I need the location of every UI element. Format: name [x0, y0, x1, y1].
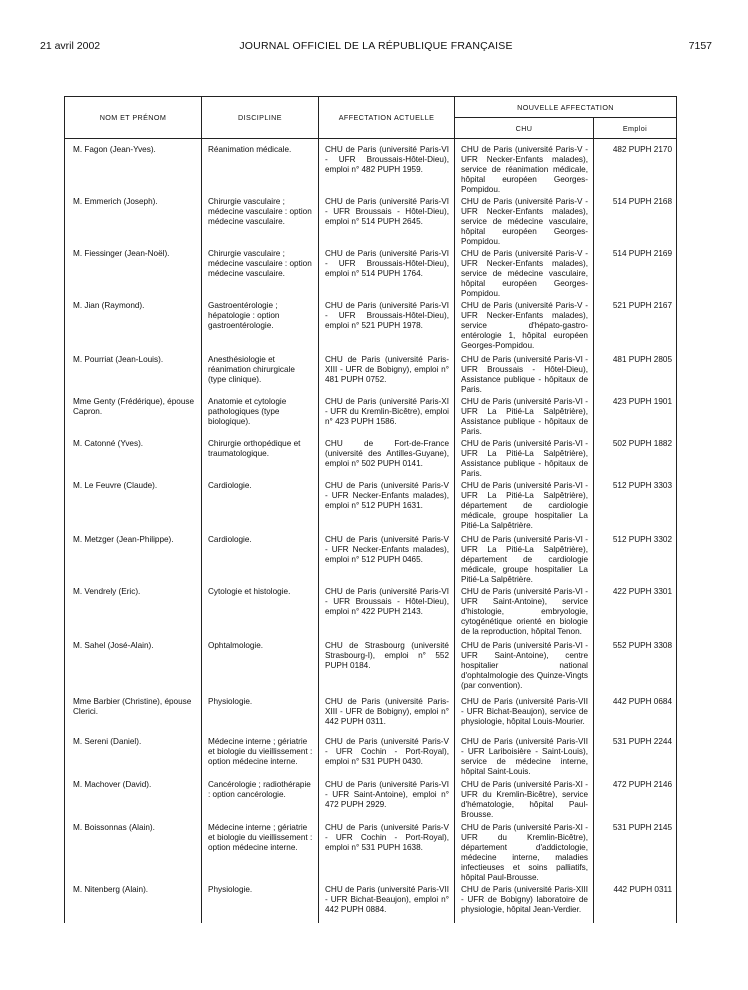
cell-affectation: CHU de Paris (université Paris-XIII - UFR de Bobigny), emploi n° 481 PUPH 0752. — [319, 353, 455, 395]
cell-emploi: 442 PUPH 0684 — [594, 695, 677, 735]
cell-nom: M. Le Feuvre (Claude). — [65, 479, 202, 533]
cell-nom: M. Boissonnas (Alain). — [65, 821, 202, 883]
cell-emploi: 423 PUPH 1901 — [594, 395, 677, 437]
cell-nouvelle-chu: CHU de Paris (université Paris-VI - UFR La Pitié-La Salpêtrière), département de cardiologie médicale, groupe hospitalier La Pitié-La Salpêtrière. — [455, 479, 594, 533]
table-row — [65, 247, 677, 299]
page-header — [40, 40, 712, 58]
table-row — [65, 585, 677, 639]
table-row — [65, 533, 677, 585]
page-number: 7157 — [688, 40, 712, 52]
cell-affectation: CHU de Strasbourg (université Strasbourg-I), emploi n° 552 PUPH 0184. — [319, 639, 455, 695]
col-header-affectation: AFFECTATION ACTUELLE — [319, 97, 455, 139]
cell-nom: M. Fiessinger (Jean-Noël). — [65, 247, 202, 299]
cell-discipline: Cytologie et histologie. — [202, 585, 319, 639]
cell-emploi: 514 PUPH 2169 — [594, 247, 677, 299]
cell-affectation: CHU de Paris (université Paris-XIII - UFR de Bobigny), emploi n° 442 PUPH 0311. — [319, 695, 455, 735]
cell-emploi: 531 PUPH 2145 — [594, 821, 677, 883]
cell-affectation: CHU de Paris (université Paris-VI - UFR Broussais - Hôtel-Dieu), emploi n° 514 PUPH 2645. — [319, 195, 455, 247]
cell-discipline: Gastroentérologie ; hépatologie : option gastroentérologie. — [202, 299, 319, 353]
cell-nom: M. Jian (Raymond). — [65, 299, 202, 353]
cell-discipline: Physiologie. — [202, 883, 319, 923]
cell-emploi: 531 PUPH 2244 — [594, 735, 677, 778]
cell-discipline: Anesthésiologie et réanimation chirurgicale (type clinique). — [202, 353, 319, 395]
col-header-nouvelle: NOUVELLE AFFECTATION — [455, 97, 677, 118]
cell-nouvelle-chu: CHU de Paris (université Paris-V - UFR Necker-Enfants malades), service de médecine vasculaire, hôpital européen Georges-Pompidou. — [455, 247, 594, 299]
header-date: 21 avril 2002 — [40, 40, 101, 52]
table-row — [65, 139, 677, 196]
cell-nouvelle-chu: CHU de Paris (université Paris-VII - UFR Lariboisière - Saint-Louis), service de médecine interne, hôpital Saint-Louis. — [455, 735, 594, 778]
cell-discipline: Chirurgie vasculaire ; médecine vasculaire : option médecine vasculaire. — [202, 247, 319, 299]
table-row — [65, 639, 677, 695]
cell-nom: M. Catonné (Yves). — [65, 437, 202, 479]
cell-nouvelle-chu: CHU de Paris (université Paris-V - UFR Necker-Enfants malades), service de réanimation médicale, hôpital européen Georges-Pompidou. — [455, 139, 594, 196]
cell-nouvelle-chu: CHU de Paris (université Paris-V - UFR Necker-Enfants malades), service d'hépato-gastro-entérologie 1, hôpital européen Georges-Pompidou. — [455, 299, 594, 353]
cell-nouvelle-chu: CHU de Paris (université Paris-V - UFR Necker-Enfants malades), service de médecine vasculaire, hôpital européen Georges-Pompidou. — [455, 195, 594, 247]
table-row — [65, 299, 677, 353]
table-row — [65, 437, 677, 479]
cell-nom: M. Emmerich (Joseph). — [65, 195, 202, 247]
cell-emploi: 512 PUPH 3302 — [594, 533, 677, 585]
cell-nouvelle-chu: CHU de Paris (université Paris-VI - UFR La Pitié-La Salpêtrière), département de cardiologie médicale, groupe hospitalier La Pitié-La Salpêtrière. — [455, 533, 594, 585]
cell-emploi: 482 PUPH 2170 — [594, 139, 677, 196]
table-row — [65, 353, 677, 395]
col-header-chu: CHU — [455, 118, 594, 139]
cell-nouvelle-chu: CHU de Paris (université Paris-VI - UFR Saint-Antoine), centre hospitalier national d'ophtalmologie des Quinze-Vingts (par convention). — [455, 639, 594, 695]
table-row — [65, 821, 677, 883]
cell-nouvelle-chu: CHU de Paris (université Paris-VI - UFR Broussais - Hôtel-Dieu), Assistance publique - hôpitaux de Paris. — [455, 353, 594, 395]
cell-discipline: Physiologie. — [202, 695, 319, 735]
cell-emploi: 481 PUPH 2805 — [594, 353, 677, 395]
cell-affectation: CHU de Paris (université Paris-V - UFR Cochin - Port-Royal), emploi n° 531 PUPH 1638. — [319, 821, 455, 883]
cell-emploi: 552 PUPH 3308 — [594, 639, 677, 695]
table-row — [65, 195, 677, 247]
cell-discipline: Cancérologie ; radiothérapie : option cancérologie. — [202, 778, 319, 821]
cell-nom: Mme Genty (Frédérique), épouse Capron. — [65, 395, 202, 437]
cell-nom: M. Pourriat (Jean-Louis). — [65, 353, 202, 395]
cell-affectation: CHU de Paris (université Paris-VI - UFR Saint-Antoine), emploi n° 472 PUPH 2929. — [319, 778, 455, 821]
cell-affectation: CHU de Paris (université Paris-VII - UFR Bichat-Beaujon), emploi n° 442 PUPH 0884. — [319, 883, 455, 923]
cell-nom: M. Machover (David). — [65, 778, 202, 821]
cell-affectation: CHU de Paris (université Paris-XI - UFR du Kremlin-Bicêtre), emploi n° 423 PUPH 1586. — [319, 395, 455, 437]
cell-nom: M. Fagon (Jean-Yves). — [65, 139, 202, 196]
cell-emploi: 521 PUPH 2167 — [594, 299, 677, 353]
col-header-nom: NOM ET PRÉNOM — [65, 97, 202, 139]
cell-nom: M. Vendrely (Eric). — [65, 585, 202, 639]
cell-nouvelle-chu: CHU de Paris (université Paris-VI - UFR La Pitié-La Salpêtrière), Assistance publique - hôpitaux de Paris. — [455, 395, 594, 437]
cell-emploi: 442 PUPH 0311 — [594, 883, 677, 923]
table-row — [65, 695, 677, 735]
col-header-emploi: Emploi — [594, 118, 677, 139]
cell-nom: M. Metzger (Jean-Philippe). — [65, 533, 202, 585]
cell-discipline: Réanimation médicale. — [202, 139, 319, 196]
cell-emploi: 514 PUPH 2168 — [594, 195, 677, 247]
cell-nouvelle-chu: CHU de Paris (université Paris-XI - UFR du Kremlin-Bicêtre), département d'addictologie, médecine interne, maladies infectieuses et soins palliatifs, hôpital Paul-Brousse. — [455, 821, 594, 883]
cell-discipline: Chirurgie orthopédique et traumatologique. — [202, 437, 319, 479]
cell-nouvelle-chu: CHU de Paris (université Paris-VI - UFR La Pitié-La Salpêtrière), Assistance publique - hôpitaux de Paris. — [455, 437, 594, 479]
cell-discipline: Médecine interne ; gériatrie et biologie du vieillissement : option médecine interne. — [202, 735, 319, 778]
cell-emploi: 422 PUPH 3301 — [594, 585, 677, 639]
cell-discipline: Médecine interne ; gériatrie et biologie du vieillissement : option médecine interne. — [202, 821, 319, 883]
cell-nom: M. Nitenberg (Alain). — [65, 883, 202, 923]
cell-discipline: Anatomie et cytologie pathologiques (type biologique). — [202, 395, 319, 437]
cell-nouvelle-chu: CHU de Paris (université Paris-VI - UFR Saint-Antoine), service d'histologie, embryologie, cytogénétique orienté en biologie de la reproduction, hôpital Tenon. — [455, 585, 594, 639]
cell-affectation: CHU de Paris (université Paris-VI - UFR Broussais-Hôtel-Dieu), emploi n° 521 PUPH 1978. — [319, 299, 455, 353]
cell-affectation: CHU de Paris (université Paris-VI - UFR Broussais-Hôtel-Dieu), emploi n° 514 PUPH 1764. — [319, 247, 455, 299]
cell-discipline: Cardiologie. — [202, 533, 319, 585]
table-row — [65, 735, 677, 778]
table-row — [65, 395, 677, 437]
cell-emploi: 512 PUPH 3303 — [594, 479, 677, 533]
cell-nouvelle-chu: CHU de Paris (université Paris-XI - UFR du Kremlin-Bicêtre), service d'hématologie, hôpital Paul-Brousse. — [455, 778, 594, 821]
cell-emploi: 502 PUPH 1882 — [594, 437, 677, 479]
cell-nom: M. Sereni (Daniel). — [65, 735, 202, 778]
cell-affectation: CHU de Paris (université Paris-V - UFR Necker-Enfants malades), emploi n° 512 PUPH 0465. — [319, 533, 455, 585]
cell-affectation: CHU de Paris (université Paris-V - UFR Cochin - Port-Royal), emploi n° 531 PUPH 0430. — [319, 735, 455, 778]
cell-affectation: CHU de Paris (université Paris-VI - UFR Broussais - Hôtel-Dieu), emploi n° 422 PUPH 2143. — [319, 585, 455, 639]
table-row — [65, 883, 677, 923]
journal-title: JOURNAL OFFICIEL DE LA RÉPUBLIQUE FRANÇAISE — [239, 40, 513, 52]
cell-discipline: Ophtalmologie. — [202, 639, 319, 695]
cell-affectation: CHU de Fort-de-France (université des Antilles-Guyane), emploi n° 502 PUPH 0141. — [319, 437, 455, 479]
table-row — [65, 479, 677, 533]
cell-nom: Mme Barbier (Christine), épouse Clerici. — [65, 695, 202, 735]
cell-nouvelle-chu: CHU de Paris (université Paris-VII - UFR Bichat-Beaujon), service de physiologie, hôpital Louis-Mourier. — [455, 695, 594, 735]
cell-discipline: Cardiologie. — [202, 479, 319, 533]
cell-nouvelle-chu: CHU de Paris (université Paris-XIII - UFR de Bobigny) laboratoire de physiologie, hôpital Jean-Verdier. — [455, 883, 594, 923]
cell-nom: M. Sahel (José-Alain). — [65, 639, 202, 695]
cell-discipline: Chirurgie vasculaire ; médecine vasculaire : option médecine vasculaire. — [202, 195, 319, 247]
cell-emploi: 472 PUPH 2146 — [594, 778, 677, 821]
appointments-table — [64, 96, 676, 923]
cell-affectation: CHU de Paris (université Paris-VI - UFR Broussais-Hôtel-Dieu), emploi n° 482 PUPH 1959. — [319, 139, 455, 196]
col-header-discipline: DISCIPLINE — [202, 97, 319, 139]
cell-affectation: CHU de Paris (université Paris-V - UFR Necker-Enfants malades), emploi n° 512 PUPH 1631. — [319, 479, 455, 533]
table-row — [65, 778, 677, 821]
